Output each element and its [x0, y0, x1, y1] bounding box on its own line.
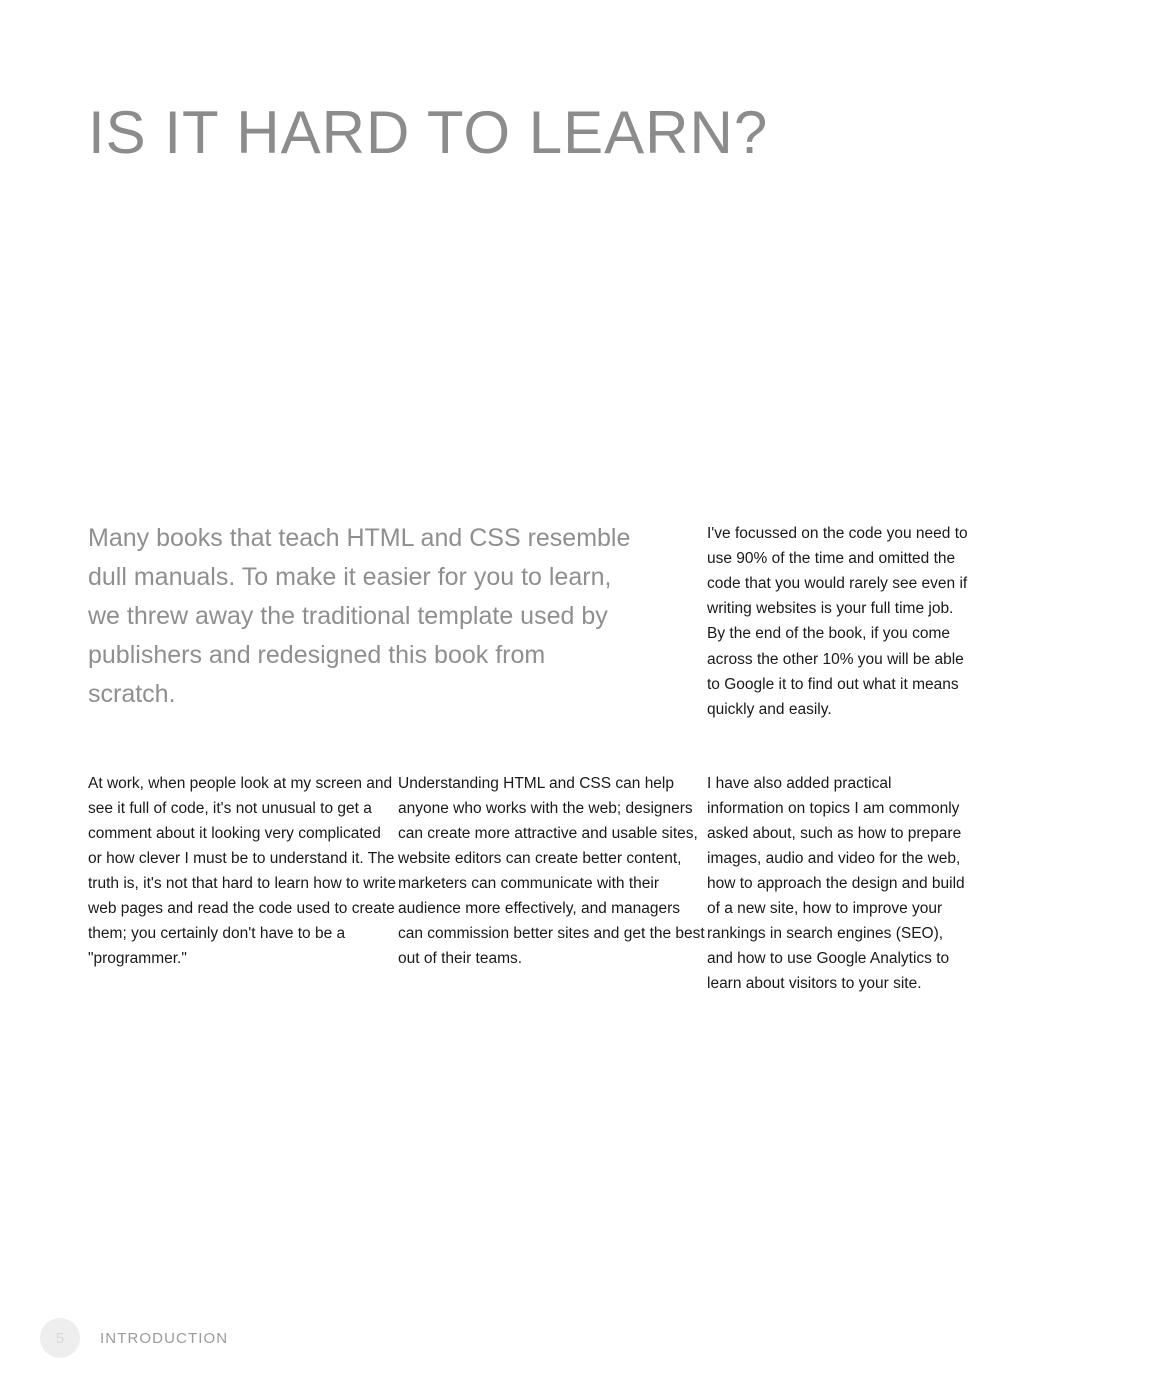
footer-section-label: INTRODUCTION: [100, 1329, 229, 1347]
page-title: IS IT HARD TO LEARN?: [88, 99, 769, 167]
top-right-paragraph: I've focussed on the code you need to use 90% of the time and omitted the code that you would rarely see even if writing websites is your full time job. By the end of the book, if you come across the other 10% you will be able to Google it to find out what it means quickly and easily.: [707, 524, 968, 718]
page-footer: [40, 1318, 228, 1358]
intro-lede-paragraph: Many books that teach HTML and CSS resemble dull manuals. To make it easier for you to learn, we threw away the traditional template used by publishers and redesigned this book from scratch.: [88, 524, 631, 708]
body-column-3: I have also added practical information on topics I am commonly asked about, such as how to prepare images, audio and video for the web, how to approach the design and build of a new site, how to improve your rankings in search engines (SEO), and how to use Google Analytics to learn about visitors to your site.: [707, 774, 965, 993]
body-columns: [88, 755, 972, 1012]
page-number-badge: 5: [40, 1318, 80, 1358]
body-column-1: At work, when people look at my screen and see it full of code, it's not unusual to get a comment about it looking very complicated or how clever I must be to understand it. The truth is, it's not that hard to learn how to write web pages and read the code used to create them; you certainly don't have to be a "programmer.": [88, 774, 396, 968]
body-column-2: Understanding HTML and CSS can help anyone who works with the web; designers can create more attractive and usable sites, website editors can create better content, marketers can communicate with their audience more effectively, and managers can commission better sites and get the best out of their teams.: [398, 774, 705, 968]
